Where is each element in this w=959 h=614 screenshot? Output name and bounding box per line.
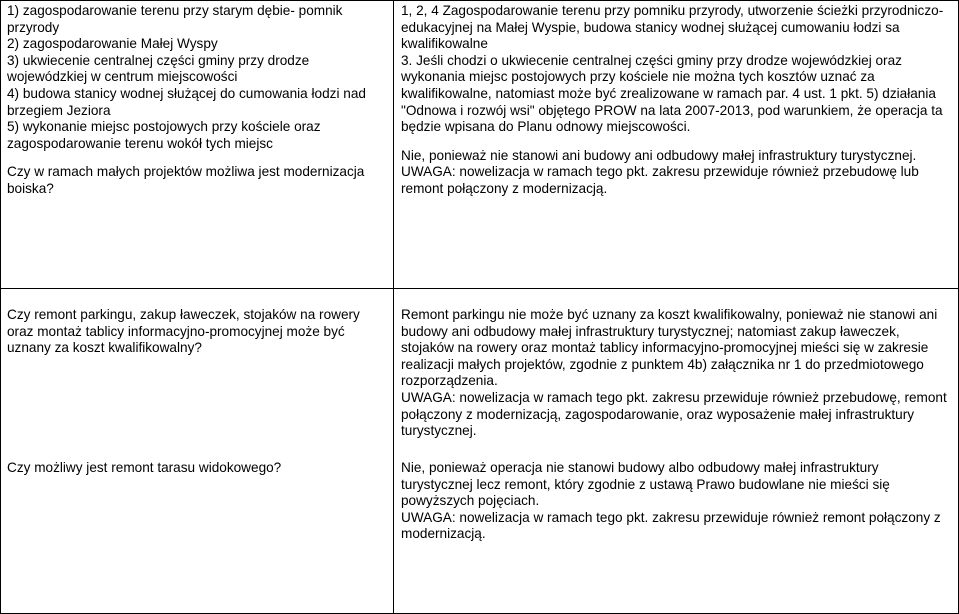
question-line: 1) zagospodarowanie terenu przy starym dębie- pomnik przyrody [7, 3, 343, 35]
table-left-border [0, 0, 1, 614]
question-text: Czy remont parkingu, zakup ławeczek, stojaków na rowery oraz montaż tablicy informacyjno-promocyjnej może być uznany za koszt kwalifikowalny? [7, 307, 360, 356]
question-line: 3) ukwiecenie centralnej części gminy przy drodze wojewódzkiej w centrum miejscowości [7, 52, 310, 85]
column-divider [393, 0, 394, 614]
question-line: 4) budowa stanicy wodnej służącej do cumowania łodzi nad brzegiem Jeziora [7, 85, 366, 118]
answer-paragraph: Remont parkingu nie może być uznany za koszt kwalifikowalny, ponieważ nie stanowi ani budowy ani odbudowy małej infrastruktury turystycznej; natomiast zakup ławeczek, stojaków na rowery oraz montaż tablicy informacyjno-promocyjnej mieści się w zakresie realizacji małych projektów, zgodnie z punktem 4b) załącznika nr 1 do przedmiotowego rozporządzenia. UWAGA: nowelizacja w ramach tego pkt. zakresu przewiduje również przebudowę, remont połączony z modernizacją, zagospodarowanie, oraz wyposażenie małej infrastruktury turystycznej. [401, 307, 947, 439]
row2-answer-cell [401, 307, 953, 440]
table-top-border [0, 0, 959, 1]
row3-answer-cell [401, 460, 953, 543]
answer-paragraph: 3. Jeśli chodzi o ukwiecenie centralnej części gminy przy drodze wojewódzkiej oraz wykonania miejsc postojowych przy kościele nie można tych kosztów uznać za kwalifikowalne, natomiast może być zrealizowane w ramach par. 4 ust. 1 pkt. 5) działania "Odnowa i rozwój wsi" objętego PROW na lata 2007-2013, pod warunkiem, że operacja ta będzie wpisana do Planu odnowy miejscowości. [401, 52, 943, 135]
row2-question-cell [7, 307, 382, 357]
answer-paragraph: 1, 2, 4 Zagospodarowanie terenu przy pomniku przyrody, utworzenie ścieżki przyrodniczo-edukacyjnej na Małej Wyspie, budowa stanicy wodnej służącej cumowaniu łodzi sa kwalifikowalne [401, 3, 944, 52]
question-text: Czy w ramach małych projektów możliwa jest modernizacja boiska? [7, 164, 365, 196]
answer-paragraph: Nie, ponieważ nie stanowi ani budowy ani odbudowy małej infrastruktury turystycznej. UWAGA: nowelizacja w ramach tego pkt. zakresu przewiduje również przebudowę lub remont połączony z modernizacją. [401, 147, 919, 196]
row1-answer-cell [401, 3, 953, 198]
question-line: 2) zagospodarowanie Małej Wyspy [7, 36, 218, 52]
row1-question-cell [7, 3, 390, 198]
row-divider-1 [0, 288, 959, 289]
answer-paragraph: Nie, ponieważ operacja nie stanowi budowy albo odbudowy małej infrastruktury turystycznej lecz remont, który zgodnie z ustawą Prawo budowlane nie mieści się powyższych pojęciach. UWAGA: nowelizacja w ramach tego pkt. zakresu przewiduje również remont połączony z modernizacją. [401, 460, 941, 542]
row3-question-cell [7, 460, 390, 477]
question-text: Czy możliwy jest remont tarasu widokowego? [7, 460, 282, 475]
question-line: 5) wykonanie miejsc postojowych przy kościele oraz zagospodarowanie terenu wokół tych miejsc [7, 119, 321, 151]
